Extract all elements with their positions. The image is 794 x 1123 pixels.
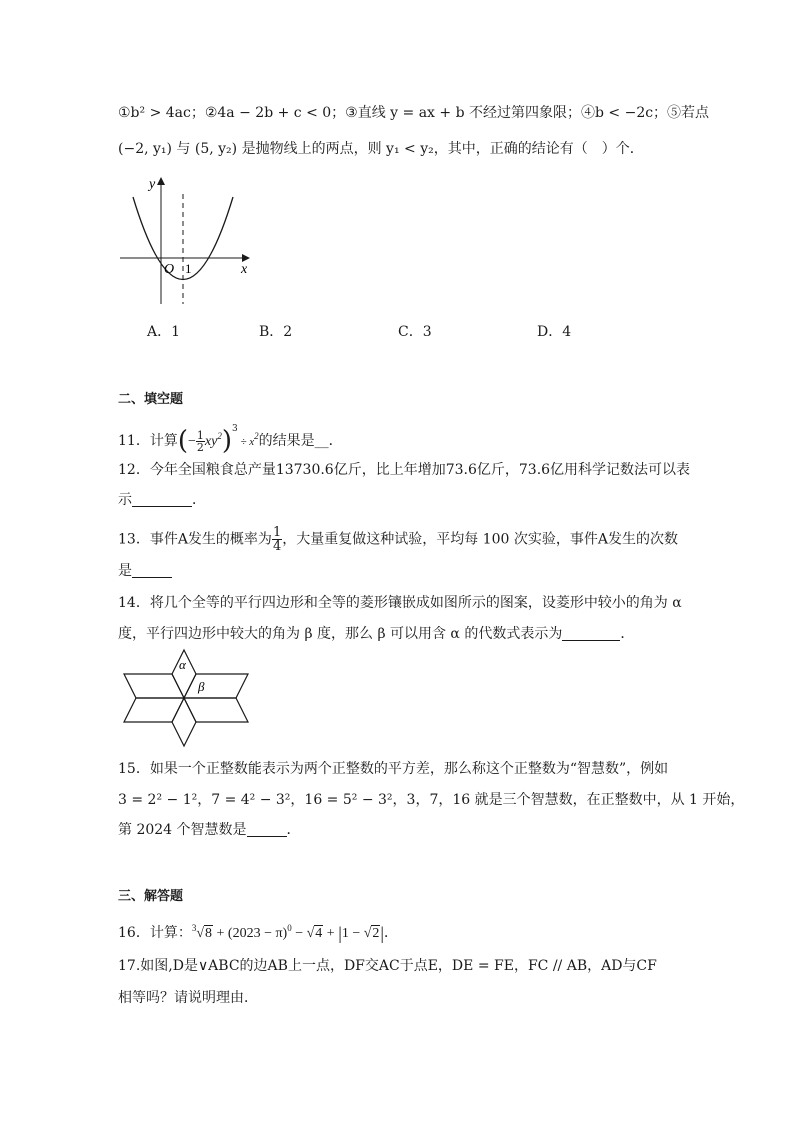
parabola-graph (115, 172, 255, 307)
q13-prefix: 13．事件A发生的概率为 (118, 531, 272, 548)
tessellation-figure (118, 648, 254, 750)
option-a: A．1 (147, 324, 181, 340)
q11-minus: − (187, 434, 196, 449)
origin-label: O (164, 262, 175, 277)
alpha-label: α (179, 657, 186, 672)
q11 (118, 419, 343, 456)
parallelogram-right-bottom (184, 698, 248, 722)
x-axis-arrow (242, 254, 250, 262)
q16-prefix: 16．计算： (118, 925, 192, 941)
q13-fraction: $\frac{1}{4}$ (272, 525, 282, 554)
q12-line1: 12．今年全国粮食总产量13730.6亿斤，比上年增加73.6亿斤，73.6亿用科学记数法可以表 (118, 462, 691, 478)
rhombus-bottom (172, 698, 196, 746)
x-axis-label: x (241, 262, 248, 277)
q15-line3: 第 2024 个智慧数是 ． (118, 822, 301, 838)
q15-line2: 3 = 2² − 1²，7 = 4² − 3²，16 = 5² − 3²，3，7，16 就是三个智慧数，在正整数中，从 1 开始， (118, 792, 745, 808)
q15-line1: 15．如果一个正整数能表示为两个正整数的平方差，那么称这个正整数为“智慧数”，例如 (118, 761, 669, 777)
parallelogram-right-top (184, 674, 248, 698)
q11-prefix: 11．计算 (118, 433, 178, 449)
q16 (118, 918, 398, 944)
q17-line1: 17.如图,D是∨ABC的边AB上一点，DF交AC于点E，DE = FE，FC // AB，AD与CF (118, 958, 657, 974)
tick-label-1: 1 (185, 261, 192, 276)
q14-line2: 度，平行四边形中较大的角为 β 度，那么 β 可以用含 α 的代数式表示为 ． (118, 626, 635, 642)
q10-statement-line1 (118, 103, 709, 123)
y-axis-arrow (157, 177, 165, 185)
q12-answer-blank (132, 492, 192, 507)
option-c: C．3 (398, 324, 432, 340)
q10-line2-text: (−2, y₁) 与 (5, y₂) 是抛物线上的两点，则 y₁ < y₂，其中，正确的结论有（ ）个． (118, 141, 644, 157)
q14-line2-text: 度，平行四边形中较大的角为 β 度，那么 β 可以用含 α 的代数式表示为 (118, 626, 563, 642)
y-axis-label: y (149, 177, 156, 192)
option-d: D．4 (537, 324, 572, 340)
q10-line1-text: ①b² > 4ac；②4a − 2b + c < 0；③直线 y = ax + b 不经过第四象限；④b < −2c；⑤若点 (118, 105, 710, 121)
q11-left-paren: ( (177, 426, 188, 456)
parallelogram-left-bottom (124, 698, 184, 722)
q14-answer-blank (562, 626, 620, 641)
q13-answer-blank (132, 563, 172, 578)
q15-line3-text: 第 2024 个智慧数是 (118, 822, 247, 838)
q11-exponent: 3 (231, 424, 238, 434)
q12-line2: 示 ． (118, 492, 206, 508)
q13-line2-text: 是 (118, 563, 132, 579)
q11-right-paren: ) (221, 426, 232, 456)
q17-line2: 相等吗？请说明理由． (118, 990, 258, 1006)
q11-divide-x2: ÷ $x^2$ (237, 431, 259, 448)
q11-suffix: 的结果是__． (258, 433, 343, 449)
q13-rest: ，大量重复做这种试验，平均每 100 次实验，事件A发生的次数 (282, 531, 678, 548)
q11-xy2: $xy^2$ (204, 431, 222, 449)
section-3-title: 三、解答题 (118, 889, 184, 904)
q11-fraction: $\frac{1}{2}$ (196, 428, 204, 454)
section-2-title: 二、填空题 (118, 392, 184, 407)
q10-statement-line2 (118, 139, 644, 159)
option-b: B．2 (259, 324, 293, 340)
parallelogram-left-top (124, 674, 184, 698)
q13-line1 (118, 526, 678, 553)
beta-label: β (198, 679, 205, 694)
q15-answer-blank (247, 822, 287, 837)
q16-expression: $^3√8 + (2023 - \pi)^0 - √4 + |1 - √2|$． (191, 923, 399, 943)
q14-line1: 14．将几个全等的平行四边形和全等的菱形镶嵌成如图所示的图案，设菱形中较小的角为 α (118, 595, 682, 611)
q13-line2 (118, 561, 172, 581)
q12-line2-text: 示 (118, 492, 132, 508)
